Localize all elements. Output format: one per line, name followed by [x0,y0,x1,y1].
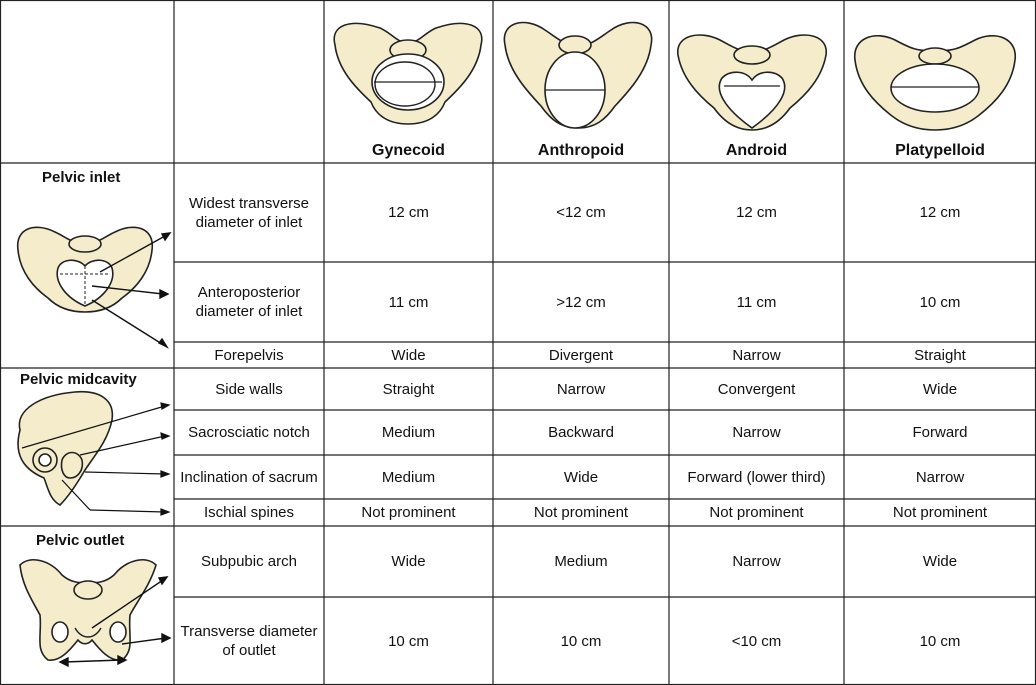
table-cell: Medium [554,553,608,570]
table-cell: Backward [548,424,614,441]
section-title-midcavity: Pelvic midcavity [20,371,137,388]
row-label-ischial-spines: Ischial spines [203,504,295,521]
table-cell: 10 cm [388,632,429,650]
table-cell: Not prominent [892,504,988,521]
android-pelvis-illustration [678,35,826,130]
table-cell: 10 cm [560,632,602,650]
table-cell: Not prominent [709,504,804,521]
table-cell: Narrow [732,553,781,570]
row-label-transverse-diameter-of-outlet: Transverse diameter of outlet [180,623,318,659]
platypelloid-pelvis-illustration [855,36,1016,130]
table-cell: 12 cm [919,204,961,221]
table-cell: Wide [391,346,426,364]
table-cell: 10 cm [919,632,961,650]
table-cell: Convergent [717,380,796,398]
table-cell: 12 cm [736,204,777,221]
table-cell: Narrow [732,424,781,441]
column-header-gynecoid: Gynecoid [372,141,445,159]
row-label-anteroposterior-diameter: Anteroposterior diameter of inlet [195,284,303,320]
table-cell: Medium [381,424,436,441]
table-cell: 12 cm [388,204,429,221]
table-cell: Forward (lower third) [687,468,826,486]
table-cell: Forward [912,424,968,441]
anthropoid-pelvis-illustration [504,23,651,128]
table-cell: Wide [922,380,958,398]
outlet-illustration [20,560,170,666]
row-label-forepelvis: Forepelvis [214,346,284,364]
table-cell: 10 cm [919,293,961,311]
table-cell: Not prominent [533,504,629,521]
table-cell: Divergent [548,346,614,364]
table-cell: Narrow [732,346,781,364]
table-cell: Medium [381,468,436,486]
table-cell: Straight [914,346,966,364]
table-cell: 11 cm [736,293,777,311]
row-label-inclination-of-sacrum: Inclination of sacrum [180,468,318,486]
table-cell: >12 cm [556,293,606,311]
midcavity-illustration [18,392,169,515]
row-label-side-walls: Side walls [215,380,283,398]
table-cell: Wide [563,468,599,486]
column-header-android: Android [725,141,788,159]
table-cell: Straight [382,380,435,398]
table-cell: Narrow [556,380,606,398]
table-cell: 11 cm [388,293,429,311]
table-cell: Not prominent [361,504,456,521]
table-cell: Narrow [915,468,965,486]
table-cell: <12 cm [556,204,606,221]
gynecoid-pelvis-illustration [334,23,482,124]
column-header-platypelloid: Platypelloid [895,141,985,159]
row-label-widest-transverse-diameter: Widest transverse diameter of inlet [188,194,310,231]
row-label-sacrosciatic-notch: Sacrosciatic notch [188,424,310,441]
table-cell: Wide [391,553,426,570]
table-cell: Wide [922,553,958,570]
section-title-outlet: Pelvic outlet [36,532,125,549]
table-cell: <10 cm [731,632,782,650]
section-title-inlet: Pelvic inlet [42,169,121,186]
inlet-illustration [18,227,170,347]
column-header-anthropoid: Anthropoid [537,141,625,159]
row-label-subpubic-arch: Subpubic arch [201,553,297,570]
